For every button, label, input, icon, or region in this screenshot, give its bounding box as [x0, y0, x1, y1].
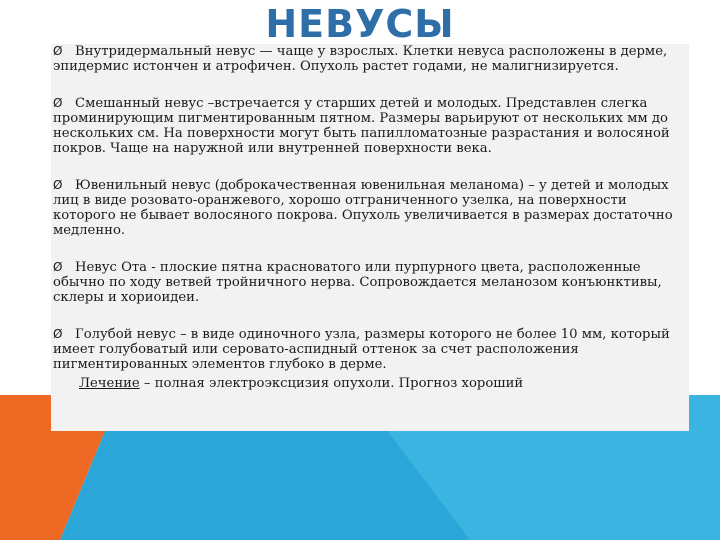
bullet-item: [53, 44, 683, 74]
bullet-arrow-icon: Ø: [53, 327, 63, 341]
bullet-arrow-icon: Ø: [53, 96, 63, 110]
bullet-item: [53, 178, 683, 238]
bullet-arrow-icon: Ø: [53, 178, 63, 192]
bullet-item: [53, 327, 683, 372]
bullet-text: Ювенильный невус (доброкачественная ювенильная меланома) – у детей и молодых лиц в виде розовато-оранжевого, хорошо отграниченного узелка, на поверхности которого не бывает волосяного покрова. Опухоль увеличивается в размерах достаточно медленно.: [53, 178, 673, 238]
bullet-arrow-icon: Ø: [53, 260, 63, 274]
content-box: [51, 44, 689, 431]
slide-title: НЕВУСЫ: [265, 2, 455, 46]
bullet-item: [53, 96, 683, 156]
bullet-text: Невус Ота - плоские пятна красноватого или пурпурного цвета, расположенные обычно по ходу ветвей тройничного нерва. Сопровождается меланозом конъюнктивы, склеры и хориоидеи.: [53, 260, 662, 305]
bullet-arrow-icon: Ø: [53, 44, 63, 58]
treatment-line: [79, 376, 683, 391]
bullet-item: [53, 260, 683, 305]
bullet-text: Смешанный невус –встречается у старших детей и молодых. Представлен слегка проминирующим пигментированным пятном. Размеры варьируют от нескольких мм до нескольких см. На поверхности могут быть папилломатозные разрастания и волосяной покров. Чаще на наружной или внутренней поверхности века.: [53, 96, 670, 156]
treatment-text: – полная электроэксцизия опухоли. Прогноз хороший: [139, 376, 524, 391]
bullet-text: Внутридермальный невус — чаще у взрослых. Клетки невуса расположены в дерме, эпидермис истончен и атрофичен. Опухоль растет годами, не малигнизируется.: [53, 44, 668, 74]
bullet-text: Голубой невус – в виде одиночного узла, размеры которого не более 10 мм, который имеет голубоватый или серовато-аспидный оттенок за счет расположения пигментированных элементов глубоко в дерме.: [53, 327, 670, 372]
treatment-label: Лечение: [79, 376, 140, 391]
